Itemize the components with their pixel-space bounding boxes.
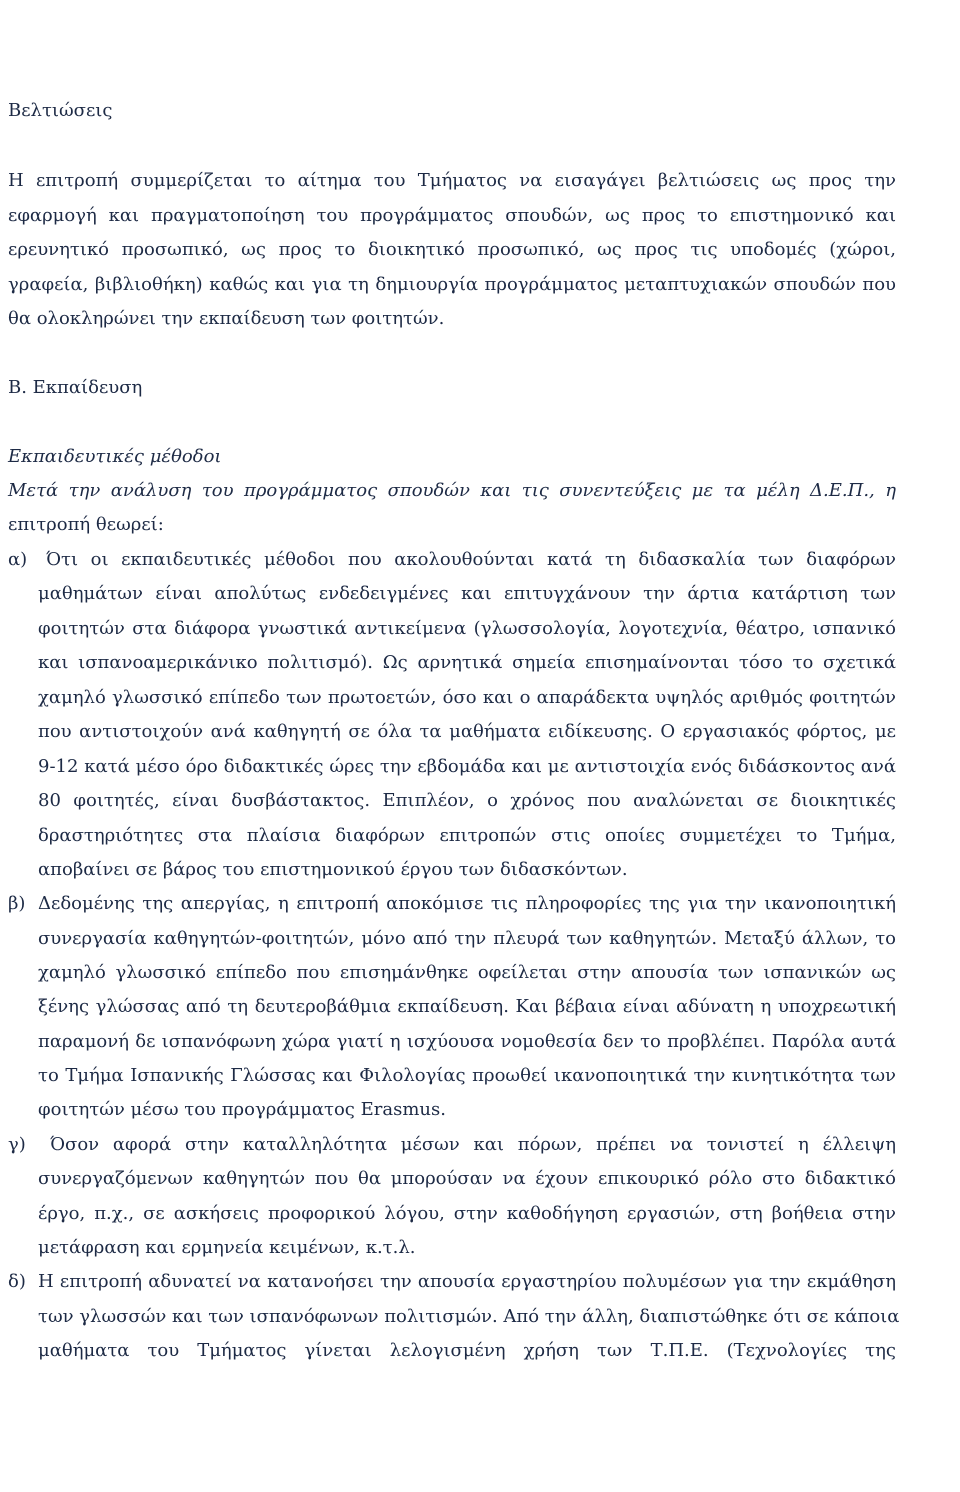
item-line: αποβαίνει σε βάρος του επιστημονικού έργου των διδασκόντων. [38, 859, 628, 880]
item-marker: β) [8, 893, 26, 914]
subheading: Εκπαιδευτικές μέθοδοι [8, 446, 222, 467]
item-line: έργο, π.χ., σε ασκήσεις προφορικού λόγου, στην καθοδήγηση εργασιών, στη βοήθεια στην [38, 1203, 896, 1224]
item-line: φοιτητών μέσω του προγράμματος Erasmus. [38, 1099, 446, 1120]
item-line: παραμονή δε ισπανόφωνη χώρα γιατί η ισχύουσα νομοθεσία δεν το προβλέπει. Παρόλα αυτά [38, 1031, 896, 1052]
item-marker: δ) [8, 1271, 26, 1292]
item-line: 9-12 κατά μέσο όρο διδακτικές ώρες την εβδομάδα και με αντιστοιχία ενός διδάσκοντος ανά [38, 756, 896, 777]
intro-line: γραφεία, βιβλιοθήκη) καθώς και για τη δημιουργία προγράμματος μεταπτυχιακών σπουδών που [8, 274, 896, 295]
section-b-heading: Β. Εκπαίδευση [8, 377, 143, 398]
intro-line: ερευνητικό προσωπικό, ως προς το διοικητικό προσωπικό, ως προς τις υποδομές (χώροι, [8, 239, 896, 260]
item-line: συνεργαζόμενων καθηγητών που θα μπορούσαν να έχουν επικουρικό ρόλο στο διδακτικό [38, 1168, 896, 1189]
intro-line: εφαρμογή και πραγματοποίηση του προγράμματος σπουδών, ως προς το επιστημονικό και [8, 205, 896, 226]
intro-line: θα ολοκληρώνει την εκπαίδευση των φοιτητών. [8, 308, 445, 329]
item-line: και ισπανοαμερικάνικο πολιτισμό). Ως αρνητικά σημεία επισημαίνονται τόσο το σχετικά [38, 652, 896, 673]
item-line: Δεδομένης της απεργίας, η επιτροπή αποκόμισε τις πληροφορίες της για την ικανοποιητική [38, 893, 896, 914]
item-line: Η επιτροπή αδυνατεί να κατανοήσει την απουσία εργαστηρίου πολυμέσων για την εκμάθηση [38, 1271, 896, 1292]
item-line: χαμηλό γλωσσικό επίπεδο των πρωτοετών, όσο και ο απαράδεκτα υψηλός αριθμός φοιτητών [38, 687, 896, 708]
item-line: 80 φοιτητές, είναι δυσβάστακτος. Επιπλέον, ο χρόνος που αναλώνεται σε διοικητικές [38, 790, 896, 811]
lead-line: Μετά την ανάλυση του προγράμματος σπουδών και τις συνεντεύξεις με τα μέλη Δ.Ε.Π., η [8, 480, 896, 501]
item-line: φοιτητών στα διάφορα γνωστικά αντικείμενα (γλωσσολογία, λογοτεχνία, θέατρο, ισπανικό [38, 618, 896, 639]
item-line: μαθήματα του Τμήματος γίνεται λελογισμένη χρήση των Τ.Π.Ε. (Τεχνολογίες της [38, 1340, 896, 1361]
item-marker: α) [8, 549, 28, 570]
intro-line: Η επιτροπή συμμερίζεται το αίτημα του Τμήματος να εισαγάγει βελτιώσεις ως προς την [8, 170, 896, 191]
item-line: Όσον αφορά στην καταλληλότητα μέσων και πόρων, πρέπει να τονιστεί η έλλειψη [50, 1134, 896, 1155]
item-line: ξένης γλώσσας από τη δευτεροβάθμια εκπαίδευση. Και βέβαια είναι αδύνατη η υποχρεωτική [38, 996, 896, 1017]
item-line: Ότι οι εκπαιδευτικές μέθοδοι που ακολουθούνται κατά τη διδασκαλία των διαφόρων [46, 549, 896, 570]
item-line: συνεργασία καθηγητών-φοιτητών, μόνο από την πλευρά των καθηγητών. Μεταξύ άλλων, το [38, 928, 896, 949]
item-line: που αντιστοιχούν ανά καθηγητή σε όλα τα μαθήματα ειδίκευσης. Ο εργασιακός φόρτος, με [38, 721, 896, 742]
item-line: μετάφραση και ερμηνεία κειμένων, κ.τ.λ. [38, 1237, 416, 1258]
section-heading: Βελτιώσεις [8, 100, 113, 121]
item-line: δραστηριότητες στα πλαίσια διαφόρων επιτροπών στις οποίες συμμετέχει το Τμήμα, [38, 825, 896, 846]
item-line: μαθημάτων είναι απολύτως ενδεδειγμένες και επιτυγχάνουν την άρτια κατάρτιση των [38, 583, 896, 604]
item-line: το Τμήμα Ισπανικής Γλώσσας και Φιλολογίας προωθεί ικανοποιητικά την κινητικότητα των [38, 1065, 896, 1086]
item-line: χαμηλό γλωσσικό επίπεδο που επισημάνθηκε οφείλεται στην απουσία των ισπανικών ως [38, 962, 896, 983]
lead-line: επιτροπή θεωρεί: [8, 514, 164, 535]
item-line: των γλωσσών και των ισπανόφωνων πολιτισμών. Από την άλλη, διαπιστώθηκε ότι σε κάποια [38, 1306, 900, 1327]
item-marker: γ) [8, 1134, 26, 1155]
